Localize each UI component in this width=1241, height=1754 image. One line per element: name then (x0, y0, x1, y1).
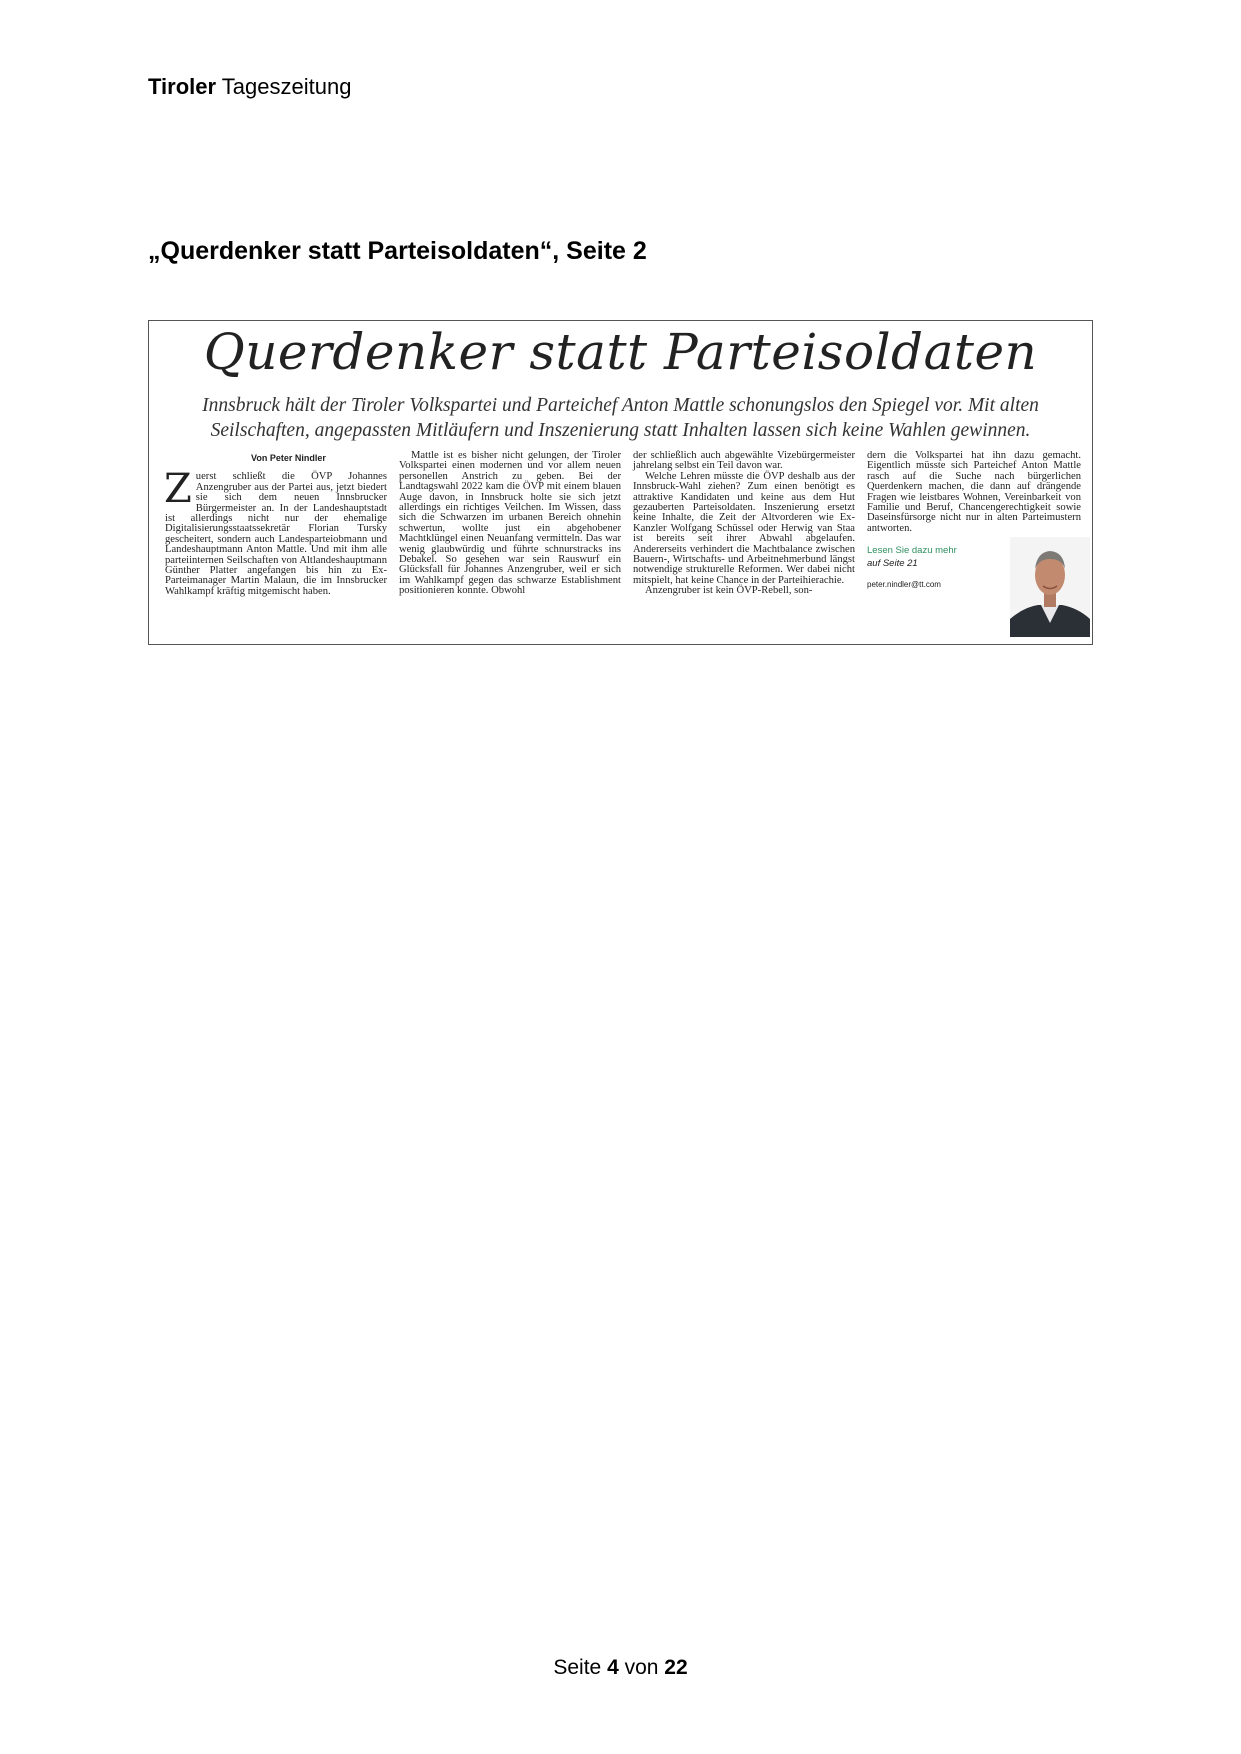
column-3-text-a: der schließlich auch abgewählte Vizebürgermeister jahrelang selbst ein Teil davon war. (633, 450, 855, 472)
footer-total-pages: 22 (664, 1656, 688, 1679)
footer-middle: von (618, 1656, 665, 1679)
read-more-page: auf Seite 21 (867, 558, 918, 570)
byline: Von Peter Nindler (251, 453, 326, 463)
author-portrait (1010, 537, 1090, 637)
publication-name (148, 74, 351, 100)
author-email: peter.nindler@tt.com (867, 580, 941, 590)
column-3-text-b: Welche Lehren müsste die ÖVP deshalb aus der Innsbruck-Wahl ziehen? Zum einen benötigt es attraktive Kandidaten und keine aus dem Hut gezauberten Parteisoldaten. Inszenierung ersetzt keine Inhalte, die Zeit der Altvorderen wie Ex-Kanzler Wolfgang Schüssel oder Herwig van Staa ist bereits seit ihrer Abwahl abgelaufen. Andererseits verhindert die Machtbalance zwischen Bauern-, Wirtschafts- und Arbeitnehmerbund längst notwendige strukturelle Reformen. Wer dabei nicht mitspielt, hat keine Chance in der Parteihierachie. (633, 470, 855, 586)
lead-line-1: Innsbruck hält der Tiroler Volkspartei und Parteichef Anton Mattle schonungslos den Spiegel vor. Mit alten (202, 395, 1039, 416)
article-lead (169, 393, 1072, 443)
article-headline: Querdenker statt Parteisoldaten (203, 323, 1038, 381)
column-1-text: uerst schließt die ÖVP Johannes Anzengruber aus der Partei aus, jetzt biedert sie sich dem neuen Innsbrucker Bürgermeister an. In der Landeshauptstadt ist allerdings nicht nur der ehemalige Digitalisierungsstaatssekretär Florian Tursky gescheitert, sondern auch Landesparteiobmann und Landeshauptmann Anton Mattle. Und mit ihm alle parteiinternen Seilschaften von Altlandeshauptmann Günther Platter angefangen bis hin zu Ex-Parteimanager Martin Malaun, die im Innsbrucker Wahlkampf kräftig mitgemischt haben. (165, 471, 387, 597)
column-4-text: dern die Volkspartei hat ihn dazu gemacht. Eigentlich müsste sich Parteichef Anton Mattle rasch auf die Suche nach bürgerlichen Querdenkern machen, die dann auf drängende Fragen wie leistbares Wohnen, Vereinbarkeit von Familie und Beruf, Chancengerechtigkeit sowie Daseinsfürsorge nicht nur in alten Parteimustern antworten. (867, 450, 1081, 534)
article-column-2 (399, 451, 621, 597)
article-reference: „Querdenker statt Parteisoldaten“, Seite 2 (148, 237, 647, 265)
article-column-3 (633, 451, 855, 597)
article-clipping (148, 320, 1093, 645)
publication-name-bold: Tiroler (148, 74, 217, 99)
article-column-1 (165, 451, 387, 597)
footer-prefix: Seite (553, 1656, 608, 1679)
read-more-label: Lesen Sie dazu mehr (867, 545, 957, 557)
lead-line-2: Seilschaften, angepassten Mitläufern und Inszenierung statt Inhalten lassen sich keine Wahlen gewinnen. (210, 420, 1031, 441)
drop-cap: Z (164, 466, 192, 513)
column-3-text-c: Anzengruber ist kein ÖVP-Rebell, son- (645, 585, 813, 597)
footer-current-page: 4 (607, 1656, 619, 1679)
page-footer (0, 1656, 1241, 1680)
column-2-text: Mattle ist es bisher nicht gelungen, der Tiroler Volkspartei einen modernen und vor allem neuen personellen Anstrich zu geben. Bei der Landtagswahl 2022 kam die ÖVP mit einem blauen Auge davon, in Innsbruck holte sie sich jetzt allerdings ein richtiges Veilchen. Im Wissen, dass sich die Schwarzen im urbanen Bereich ohnehin schwertun, wollte just ein abgehobener Machtklüngel einen Neuanfang vermitteln. Das war wenig glaubwürdig und führte schnurstracks ins Debakel. So gesehen war sein Rauswurf ein Glücksfall für Johannes Anzengruber, weil er sich im Wahlkampf gegen das schwarze Establishment positionieren konnte. Obwohl (399, 450, 621, 597)
publication-name-rest: Tageszeitung (216, 74, 352, 99)
read-more-note (867, 544, 1007, 570)
